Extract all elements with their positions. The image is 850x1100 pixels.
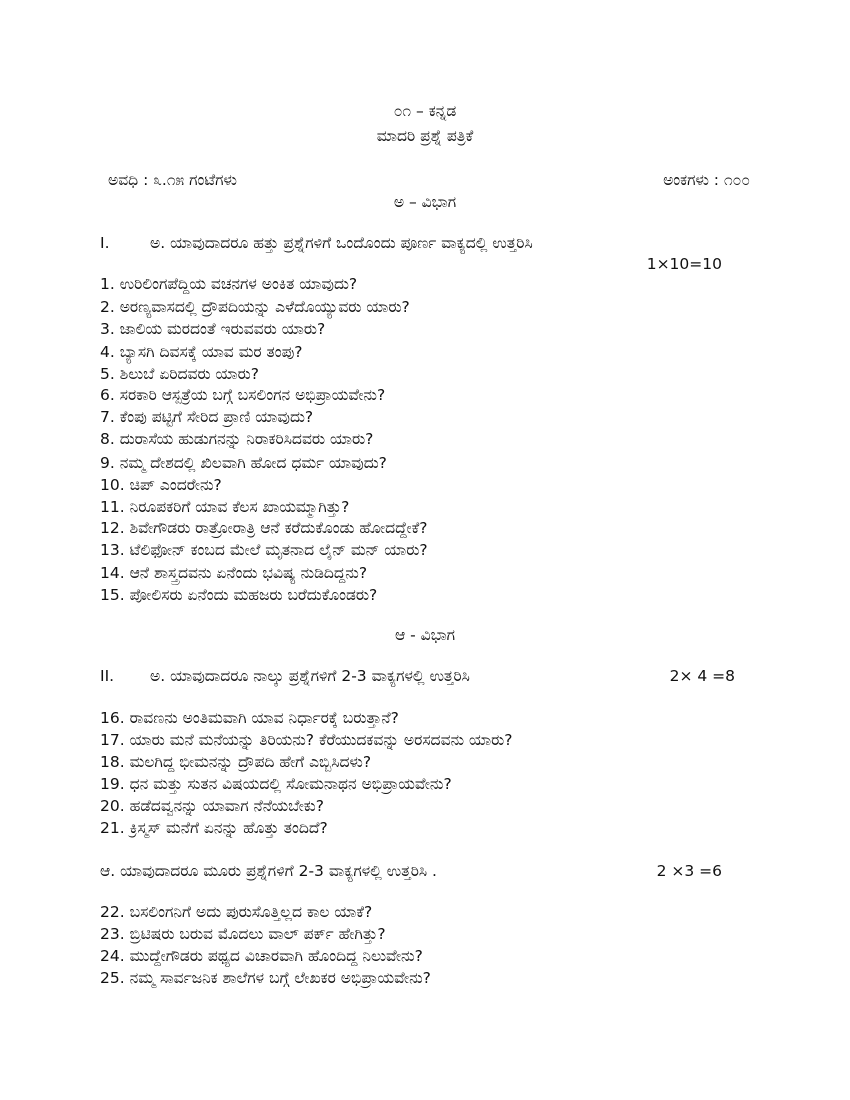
section-b-instruction: ಅ. ಯಾವುದಾದರೂ ನಾಲ್ಕು ಪ್ರಶ್ನೆಗಳಿಗೆ 2-3 ವಾಕ್ಯಗಳಲ್ಲಿ ಉತ್ತರಿಸಿ — [150, 667, 470, 685]
list-item: 16. ರಾವಣನು ಅಂತಿಮವಾಗಿ ಯಾವ ನಿರ್ಧಾರಕ್ಕೆ ಬರುತ್ತಾನೆ? — [100, 709, 399, 727]
list-item: 19. ಧನ ಮತ್ತು ಸುತನ ವಿಷಯದಲ್ಲಿ ಸೋಮನಾಥನ ಅಭಿಪ್ರಾಯವೇನು? — [100, 775, 452, 793]
section-b-roman: II. — [100, 667, 115, 685]
paper-title: ಮಾದರಿ ಪ್ರಶ್ನೆ ಪತ್ರಿಕೆ — [376, 127, 474, 145]
list-item: 18. ಮಲಗಿದ್ದ ಭೀಮನನ್ನು ದ್ರೌಪದಿ ಹೇಗೆ ಎಬ್ಬಿಸಿದಳು? — [100, 753, 372, 771]
section-b-heading: ಆ - ವಿಭಾಗ — [394, 626, 456, 644]
list-item: 21. ಕ್ರಿಸ್ಮಸ್ ಮನೆಗೆ ಏನನ್ನು ಹೊತ್ತು ತಂದಿದೆ? — [100, 819, 328, 837]
list-item: 8. ದುರಾಸೆಯ ಹುಡುಗನನ್ನು ನಿರಾಕರಿಸಿದವರು ಯಾರು? — [100, 430, 374, 448]
list-item: 3. ಜಾಲಿಯ ಮರದಂತೆ ಇರುವವರು ಯಾರು? — [100, 320, 326, 338]
list-item: 15. ಪೋಲಿಸರು ಏನೆಂದು ಮಹಜರು ಬರೆದುಕೊಂಡರು? — [100, 586, 378, 604]
section-a-instruction: ಅ. ಯಾವುದಾದರೂ ಹತ್ತು ಪ್ರಶ್ನೆಗಳಿಗೆ ಒಂದೊಂದು ಪೂರ್ಣ ವಾಕ್ಯದಲ್ಲಿ ಉತ್ತರಿಸಿ — [150, 234, 533, 252]
list-item: 25. ನಮ್ಮ ಸಾರ್ವಜನಿಕ ಶಾಲೆಗಳ ಬಗ್ಗೆ ಲೇಖಕರ ಅಭಿಪ್ರಾಯವೇನು? — [100, 969, 431, 987]
list-item: 9. ನಮ್ಮ ದೇಶದಲ್ಲಿ ಖಿಲವಾಗಿ ಹೋದ ಧರ್ಮ ಯಾವುದು? — [100, 454, 387, 472]
list-item: 2. ಅರಣ್ಯವಾಸದಲ್ಲಿ ದ್ರೌಪದಿಯನ್ನು ಎಳೆದೊಯ್ಯುವರು ಯಾರು? — [100, 298, 410, 316]
section-b-sub-instruction: ಆ. ಯಾವುದಾದರೂ ಮೂರು ಪ್ರಶ್ನೆಗಳಿಗೆ 2-3 ವಾಕ್ಯಗಳಲ್ಲಿ ಉತ್ತರಿಸಿ . — [100, 862, 437, 880]
list-item: 11. ನಿರೂಪಕರಿಗೆ ಯಾವ ಕೆಲಸ ಖಾಯಮ್ಮಾಗಿತ್ತು? — [100, 498, 350, 516]
list-item: 13. ಟೆಲಿಫೋನ್ ಕಂಬದ ಮೇಲೆ ಮೃತನಾದ ಲೈನ್ ಮನ್ ಯಾರು? — [100, 541, 428, 559]
section-b-sub-marks: 2 ×3 =6 — [656, 862, 722, 880]
list-item: 6. ಸರಕಾರಿ ಆಸ್ಪತ್ರೆಯ ಬಗ್ಗೆ ಬಸಲಿಂಗನ ಅಭಿಪ್ರಾಯವೇನು? — [100, 386, 386, 404]
list-item: 24. ಮುದ್ದೇಗೌಡರು ಪಥ್ಯದ ವಿಚಾರವಾಗಿ ಹೊಂದಿದ್ದ ನಿಲುವೇನು? — [100, 947, 423, 965]
section-a-roman: I. — [100, 234, 110, 252]
section-a-heading: ಅ – ವಿಭಾಗ — [393, 193, 457, 211]
list-item: 22. ಬಸಲಿಂಗನಿಗೆ ಅದು ಪುರುಸೊತ್ತಿಲ್ಲದ ಕಾಲ ಯಾಕೆ? — [100, 903, 373, 921]
list-item: 14. ಆನೆ ಶಾಸ್ತ್ರದವನು ಏನೆಂದು ಭವಿಷ್ಯ ನುಡಿದಿದ್ದನು? — [100, 564, 368, 582]
list-item: 17. ಯಾರು ಮನೆ ಮನೆಯನ್ನು ತಿರಿಯನು? ಕೆರೆಯುದಕವನ್ನು ಅರಸದವನು ಯಾರು? — [100, 731, 513, 749]
list-item: 7. ಕೆಂಪು ಪಟ್ಟಿಗೆ ಸೇರಿದ ಪ್ರಾಣಿ ಯಾವುದು? — [100, 408, 314, 426]
list-item: 12. ಶಿವೇಗೌಡರು ರಾತ್ರೋರಾತ್ರಿ ಆನೆ ಕರೆದುಕೊಂಡು ಹೋದದ್ದೇಕೆ? — [100, 519, 428, 537]
list-item: 5. ಶಿಲುಬೆ ಏರಿದವರು ಯಾರು? — [100, 365, 259, 383]
list-item: 23. ಬ್ರಿಟಿಷರು ಬರುವ ಮೊದಲು ವಾಲ್ ಪರ್ಕ್ ಹೇಗಿತ್ತು? — [100, 925, 386, 943]
list-item: 10. ಚಿಪ್ ಎಂದರೇನು? — [100, 476, 222, 494]
section-b-marks: 2× 4 =8 — [669, 667, 735, 685]
section-a-marks: 1×10=10 — [646, 255, 722, 273]
subject-code: ೦೧ – ಕನ್ನಡ — [393, 102, 457, 120]
list-item: 4. ಬ್ಯಾಸಗಿ ದಿವಸಕ್ಕೆ ಯಾವ ಮರ ತಂಪು? — [100, 343, 303, 361]
list-item: 1. ಉರಿಲಿಂಗಪೆದ್ದಿಯ ವಚನಗಳ ಅಂಕಿತ ಯಾವುದು? — [100, 275, 358, 293]
list-item: 20. ಹಡೆದವ್ವನನ್ನು ಯಾವಾಗ ನೆನೆಯಬೇಕು? — [100, 797, 324, 815]
max-marks-label: ಅಂಕಗಳು : ೧೦೦ — [663, 171, 750, 189]
duration-label: ಅವಧಿ : ೩.೧೫ ಗಂಟೆಗಳು — [108, 171, 237, 189]
